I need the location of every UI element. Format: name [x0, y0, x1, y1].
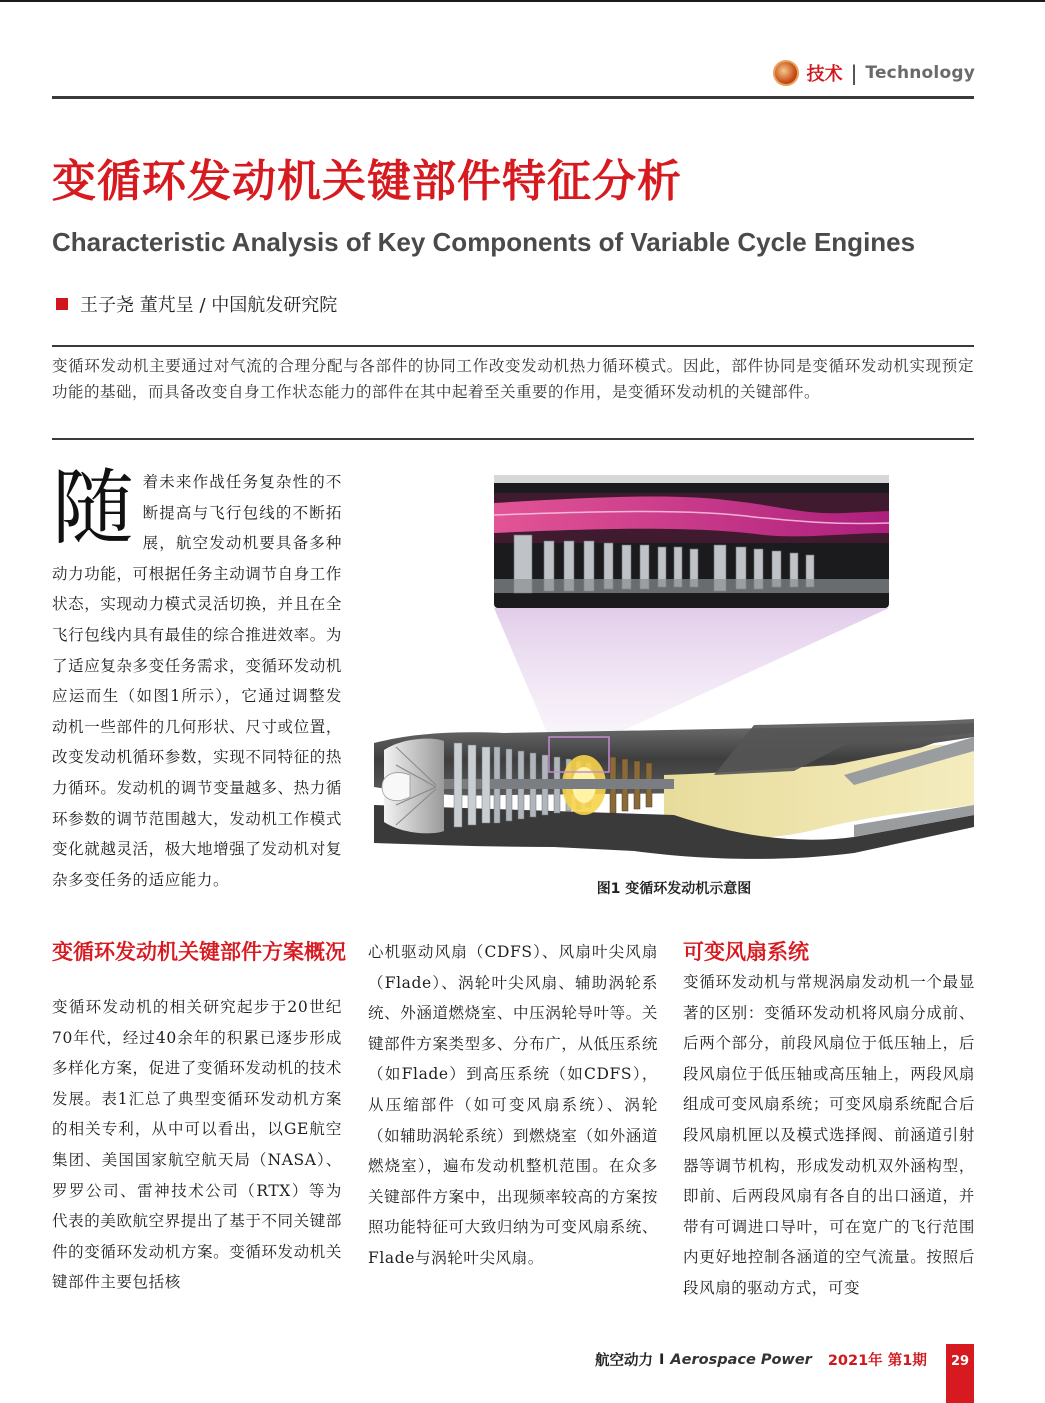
engine-cutaway-svg — [374, 475, 974, 870]
issue-label: 2021年 第1期 — [827, 1353, 927, 1369]
page-footer — [595, 1349, 927, 1370]
dropcap: 随 — [52, 461, 135, 556]
journal-name-en: Aerospace Power — [670, 1351, 812, 1368]
engine-main-cutaway — [374, 719, 974, 859]
section-heading-variable-fan: 可变风扇系统 — [683, 940, 809, 964]
article-title-cn: 变循环发动机关键部件特征分析 — [52, 156, 682, 207]
footer-separator: I — [659, 1351, 665, 1368]
journal-name-cn: 航空动力 — [595, 1353, 653, 1369]
section-label-cn: 技术 — [806, 64, 843, 85]
intro-paragraph — [52, 461, 342, 895]
section-separator: | — [850, 61, 858, 85]
magnify-funnel — [494, 608, 889, 737]
abstract-box — [52, 345, 974, 440]
section-label-en: Technology — [865, 63, 975, 83]
section-tag — [773, 60, 975, 86]
spinner — [382, 773, 410, 801]
article-title-en: Characteristic Analysis of Key Components of Variable Cycle Engines — [52, 227, 916, 257]
section1-column-2: 心机驱动风扇（CDFS）、风扇叶尖风扇（Flade）、涡轮叶尖风扇、辅助涡轮系统、外涵道燃烧室、中压涡轮导叶等。关键部件方案类型多、分布广，从低压系统（如Flade）到高压系统（如CDFS），从压缩部件（如可变风扇系统）、涡轮（如辅助涡轮系统）到燃烧室（如外涵道燃烧室），遍布发动机整机范围。在众多关键部件方案中，出现频率较高的方案按照功能特征可大致归纳为可变风扇系统、Flade与涡轮叶尖风扇。 — [368, 943, 658, 1267]
journal-emblem-icon — [773, 60, 799, 86]
figure-1-engine-illustration — [374, 475, 974, 870]
author-line — [56, 291, 337, 317]
abstract-text: 变循环发动机主要通过对气流的合理分配与各部件的协同工作改变发动机热力循环模式。因此，部件协同是变循环发动机实现预定功能的基础，而具备改变自身工作状态能力的部件在其中起着至关重要的作用，是变循环发动机的关键部件。 — [52, 357, 974, 401]
top-border-rule — [0, 0, 1045, 2]
figure-caption: 图1 变循环发动机示意图 — [596, 881, 752, 897]
author-marker-icon — [56, 298, 68, 310]
page-number: 29 — [946, 1344, 974, 1403]
authors-text: 王子尧 董芃呈 / 中国航发研究院 — [80, 295, 338, 316]
section-heading-overview: 变循环发动机关键部件方案概况 — [52, 940, 346, 964]
section2-column: 变循环发动机与常规涡扇发动机一个最显著的区别：变循环发动机将风扇分成前、后两个部分，前段风扇位于低压轴上，后段风扇位于低压轴或高压轴上，两段风扇组成可变风扇系统；可变风扇系统配合后段风扇机匣以及模式选择阀、前涵道引射器等调节机构，形成发动机双外涵构型，即前、后两段风扇有各自的出口涵道，并带有可调进口导叶，可在宽广的飞行范围内更好地控制各涵道的空气流量。按照后段风扇的驱动方式，可变 — [683, 973, 975, 1297]
intro-text: 着未来作战任务复杂性的不断提高与飞行包线的不断拓展，航空发动机要具备多种动力功能，可根据任务主动调节自身工作状态，实现动力模式灵活切换，并且在全飞行包线内具有最佳的综合推进效率。为了适应复杂多变任务需求，变循环发动机应运而生（如图1所示），它通过调整发动机一些部件的几何形状、尺寸或位置，改变发动机循环参数，实现不同特征的热力循环。发动机的调节变量越多、热力循环参数的调节范围越大，发动机工作模式变化就越灵活，极大地增强了发动机对复杂多变任务的适应能力。 — [52, 473, 342, 889]
header-rule — [52, 96, 974, 99]
section1-column-1: 变循环发动机的相关研究起步于20世纪70年代，经过40余年的积累已逐步形成多样化方案，促进了变循环发动机的技术发展。表1汇总了典型变循环发动机方案的相关专利，从中可以看出，以GE航空集团、美国国家航空航天局（NASA）、罗罗公司、雷神技术公司（RTX）等为代表的美欧航空界提出了基于不同关键部件的变循环发动机方案。变循环发动机关键部件主要包括核 — [52, 998, 342, 1292]
